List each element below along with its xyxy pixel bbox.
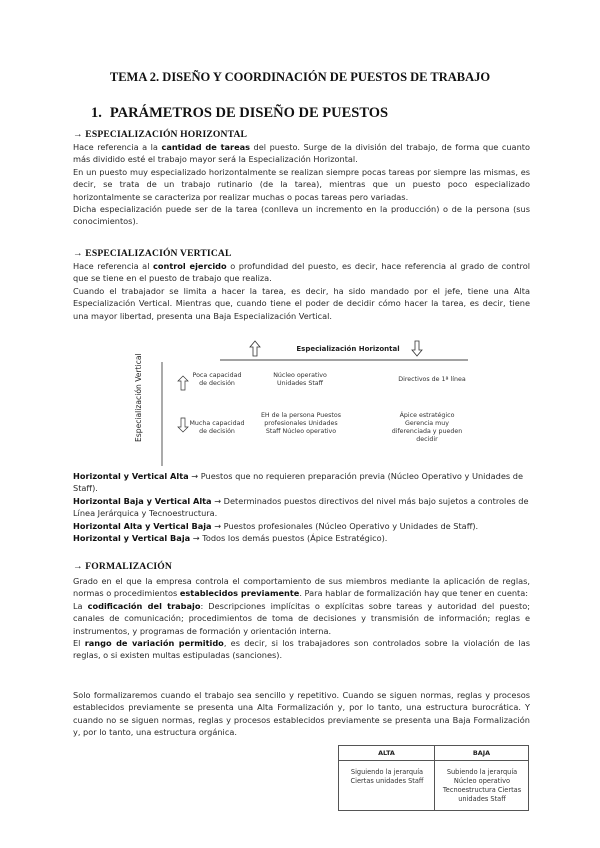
horizontal-label: Especialización Horizontal <box>296 345 400 353</box>
heading-formalizacion: → FORMALIZACIÓN <box>73 561 172 572</box>
paragraph: Dicha especialización puede ser de la tarea (conlleva un incremento en la producción) o de la persona (sus conocimientos). <box>73 204 530 227</box>
combo-item: Horizontal Alta y Vertical Baja → Puestos profesionales (Núcleo Operativo y Unidades de Staff). <box>73 520 479 531</box>
table-cell-baja: Subiendo la jerarquía Núcleo operativo Tecnoestructura Ciertas unidades Staff <box>442 768 522 803</box>
row1-left: Poca capacidad de decisión <box>192 372 242 387</box>
arrow-up-icon <box>250 341 260 356</box>
paragraph: En un puesto muy especializado horizontalmente se realizan siempre pocas tareas por siempre las mismas, es decir, se trata de un trabajo rutinario (de la tarea), mientras que un puesto poco especializado horizontalmente se caracteriza por realizar muchas o pocas tareas pero variadas. <box>73 166 530 202</box>
text-formalizacion-summary <box>73 689 530 739</box>
paragraph: Cuando el trabajador se limita a hacer la tarea, es decir, ha sido mandado por el jefe, tiene una Alta Especialización Vertical. Mientras que, cuando tiene el poder de decidir cómo hacer la tarea, es decir, tiene una mayor libertad, presenta una Baja Especialización Vertical. <box>73 285 530 321</box>
formalization-table <box>338 745 529 811</box>
text-formalizacion <box>73 575 530 662</box>
table-cell-alta: Siguiendo la jerarquía Ciertas unidades Staff <box>350 768 424 785</box>
paragraph: Hace referencia al control ejercido o profundidad del puesto, es decir, hace referencia al grado de control que se tiene en el puesto de trabajo que realiza. <box>73 261 530 284</box>
row2-right: Ápice estratégico Gerencia muy diferenciada y pueden decidir <box>391 412 463 443</box>
combos-list <box>73 470 530 544</box>
table-header-alta: ALTA <box>378 749 395 757</box>
row2-left: Mucha capacidad de decisión <box>189 420 245 435</box>
combo-item: Horizontal y Vertical Alta → Puestos que no requieren preparación previa (Núcleo Operativo y Unidades de Staff). <box>73 471 523 494</box>
vertical-label: Especialización Vertical <box>134 353 143 442</box>
table-header-baja: BAJA <box>472 749 491 757</box>
section-number: 1. <box>91 105 102 121</box>
paragraph: Grado en el que la empresa controla el comportamiento de sus miembros mediante la aplicación de reglas, normas o procedimientos establecidos previamente. Para hablar de formalización hay que tener en cuenta: <box>73 576 530 599</box>
row1-right: Directivos de 1ª línea <box>398 376 466 383</box>
specialization-diagram <box>134 338 475 476</box>
section-title: PARÁMETROS DE DISEÑO DE PUESTOS <box>109 105 389 121</box>
heading-especializacion-vertical: → ESPECIALIZACIÓN VERTICAL <box>73 248 232 259</box>
row1-mid: Núcleo operativo Unidades Staff <box>273 372 327 387</box>
combo-item: Horizontal Baja y Vertical Alta → Determinados puestos directivos del nivel más bajo sujetos a controles de Línea Jerárquica y Tecnoestructura. <box>73 495 529 519</box>
diagram-lines <box>140 338 475 476</box>
paragraph: La codificación del trabajo: Descripciones implícitas o explícitas sobre tareas y autoridad del puesto; canales de comunicación; procedimientos de toma de decisiones y transmisión de información; reglas e instrumentos, y programas de formación y orientación interna. <box>73 600 531 636</box>
row2-mid: EH de la persona Puestos profesionales Unidades Staff Núcleo operativo <box>260 412 342 435</box>
paragraph: Hace referencia a la cantidad de tareas del puesto. Surge de la división del trabajo, de forma que cuanto más dividido esté el trabajo mayor será la Especialización Horizontal. <box>73 142 530 165</box>
text-especializacion-horizontal <box>73 141 530 228</box>
paragraph: Solo formalizaremos cuando el trabajo sea sencillo y repetitivo. Cuando se siguen normas, reglas y procesos establecidos previamente se presenta una Alta Formalización y, por lo tanto, una estructura burocrática. Y cuando no se siguen normas, reglas y procesos establecidos previamente se presenta una Baja Formalización y, por lo tanto, una estructura orgánica. <box>73 690 530 738</box>
text-especializacion-vertical <box>73 260 530 322</box>
page-title: TEMA 2. DISEÑO Y COORDINACIÓN DE PUESTOS DE TRABAJO <box>109 70 491 84</box>
section-heading <box>91 105 388 122</box>
arrow-down-small-icon <box>178 418 188 432</box>
paragraph: El rango de variación permitido, es decir, si los trabajadores son controlados sobre la violación de las reglas, o si existen multas estipuladas (sanciones). <box>73 638 530 661</box>
heading-especializacion-horizontal: → ESPECIALIZACIÓN HORIZONTAL <box>73 129 248 140</box>
combo-item: Horizontal y Vertical Baja → Todos los demás puestos (Ápice Estratégico). <box>73 533 388 544</box>
arrow-up-small-icon <box>178 376 188 390</box>
